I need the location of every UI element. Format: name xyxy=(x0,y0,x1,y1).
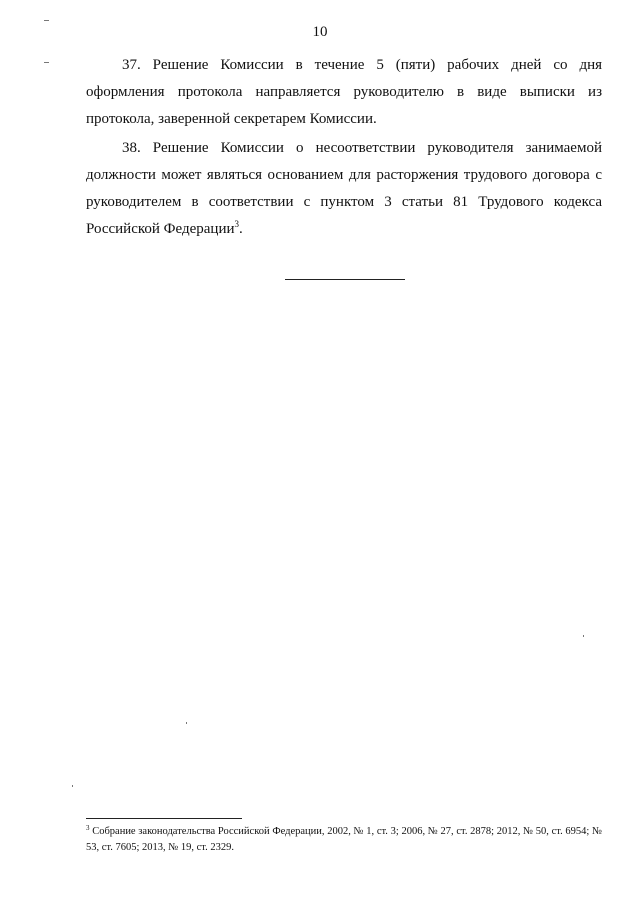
closing-divider xyxy=(285,279,405,280)
scan-speck xyxy=(44,62,49,63)
footnote-divider xyxy=(86,818,242,819)
paragraph-38 xyxy=(86,135,602,243)
paragraph-38-trailing: . xyxy=(239,221,243,237)
paragraph-38-text: 38. Решение Комиссии о несоответствии руководителя занимаемой должности может являться основанием для расторжения трудового договора с руководителем в соответствии с пунктом 3 статьи 81 Трудового кодекса Российской Федерации xyxy=(86,140,602,237)
footnote-text: Собрание законодательства Российской Федерации, 2002, № 1, ст. 3; 2006, № 27, ст. 2878; 2012, № 50, ст. 6954; № 53, ст. 7605; 2013, № 19, ст. 2329. xyxy=(86,826,602,853)
paragraph-37: 37. Решение Комиссии в течение 5 (пяти) рабочих дней со дня оформления протокола направляется руководителю в виде выписки из протокола, заверенной секретарем Комиссии. xyxy=(86,57,602,127)
footnote-marker: 3 xyxy=(86,824,90,832)
scan-speck xyxy=(44,20,49,21)
document-body xyxy=(86,52,602,245)
footnote xyxy=(86,824,602,856)
scan-speck xyxy=(583,635,584,637)
page-number: 10 xyxy=(312,24,328,40)
footnote-reference: 3 xyxy=(234,219,240,229)
scan-speck xyxy=(72,785,73,787)
scan-speck xyxy=(186,722,187,724)
